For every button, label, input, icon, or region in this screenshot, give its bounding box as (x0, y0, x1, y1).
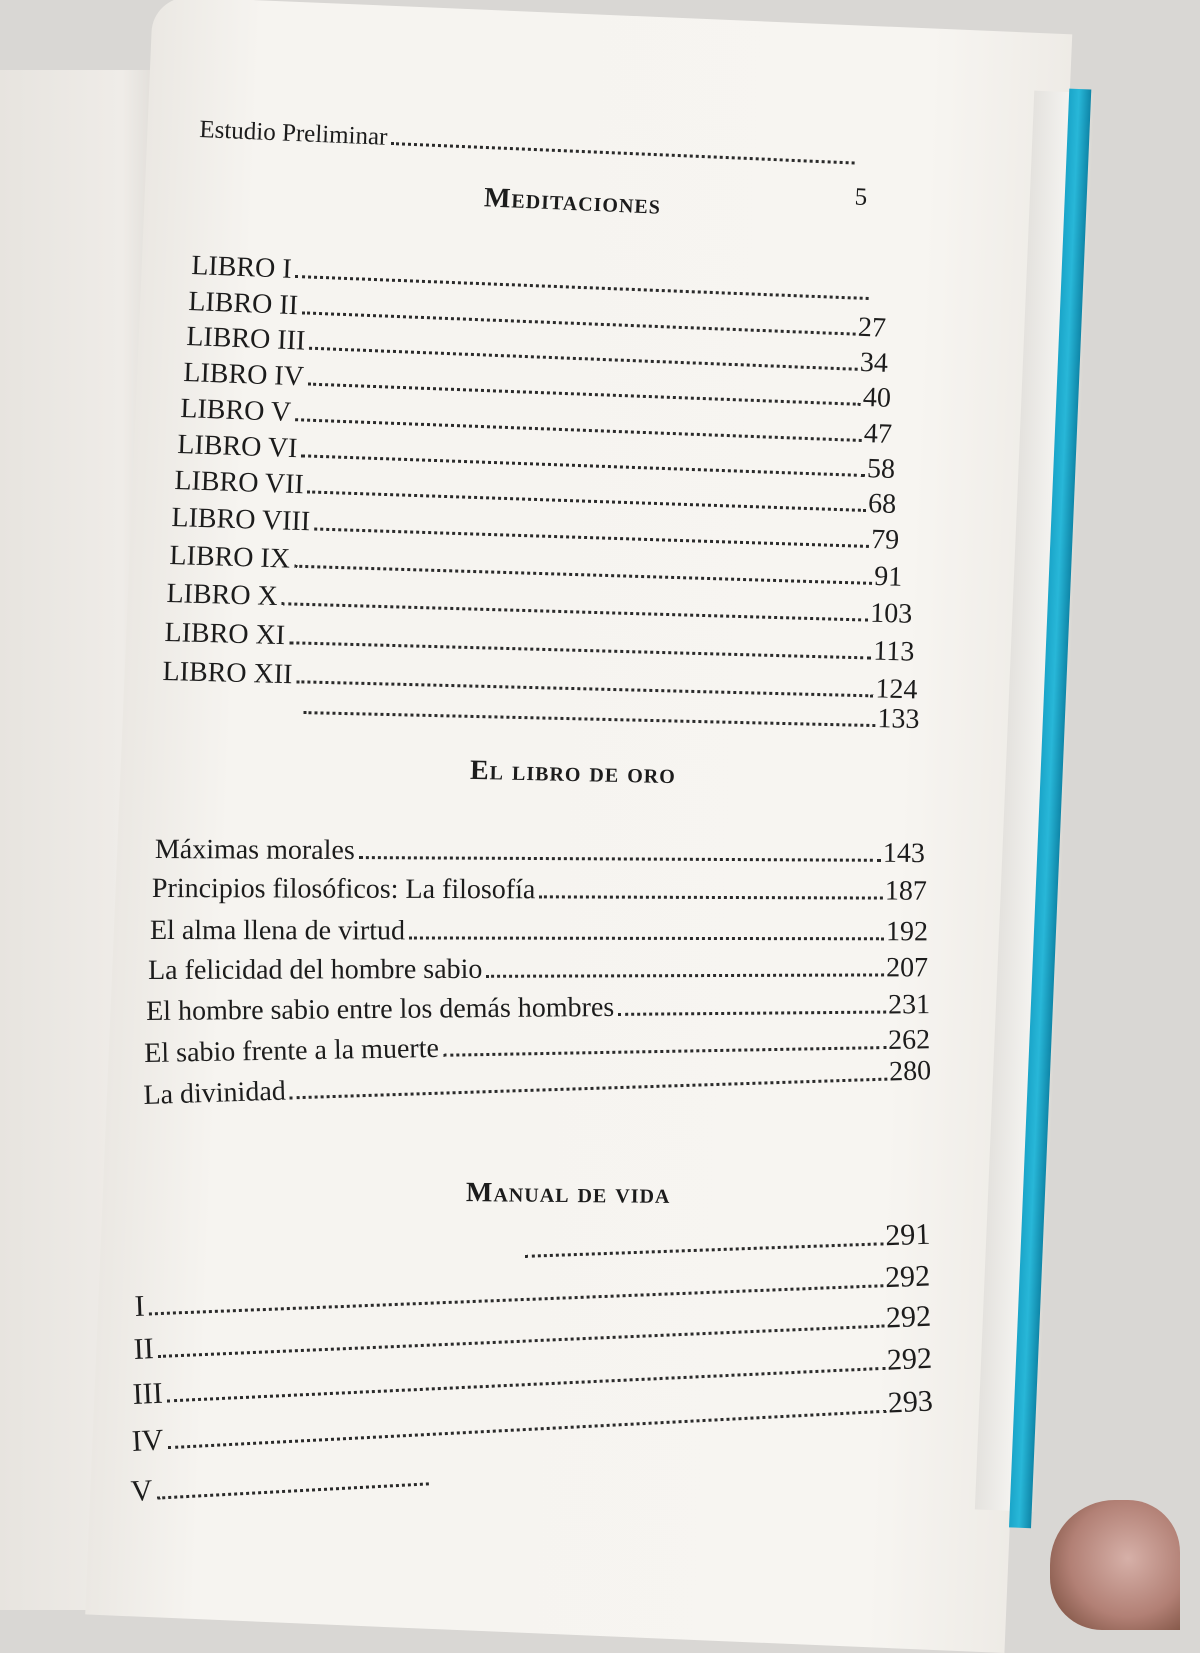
toc-label: LIBRO XI (164, 617, 286, 652)
toc-label: El sabio frente a la muerte (144, 1032, 440, 1069)
toc-page: 231 (887, 989, 931, 1021)
toc-label: II (133, 1332, 155, 1366)
toc-label: V (130, 1473, 154, 1508)
section-heading-manual-de-vida: Manual de vida (465, 1177, 671, 1210)
leader-dots (157, 1482, 429, 1499)
toc-page: 187 (884, 875, 927, 907)
toc-page: 47 (863, 418, 893, 451)
toc-page: 113 (872, 635, 915, 668)
leader-dots (294, 565, 872, 585)
leader-dots (618, 1011, 886, 1016)
toc-page: 291 (884, 1217, 931, 1253)
toc-page: 293 (887, 1384, 934, 1420)
toc-label: Principios filosóficos: La filosofía (151, 873, 536, 906)
toc-label: LIBRO IV (182, 357, 305, 393)
toc-page: 262 (887, 1024, 931, 1057)
leader-dots (290, 1078, 888, 1100)
toc-page: 292 (884, 1259, 931, 1295)
toc-label: IV (131, 1423, 165, 1458)
toc-label: La felicidad del hombre sabio (148, 953, 483, 986)
leader-dots (359, 856, 881, 862)
toc-label: LIBRO V (179, 393, 292, 429)
toc-label: LIBRO VII (173, 465, 305, 501)
toc-label: La divinidad (143, 1075, 287, 1111)
toc-entry (148, 952, 928, 987)
toc-page: 34 (859, 346, 889, 379)
toc-page: 292 (885, 1299, 932, 1335)
leader-dots (391, 142, 854, 164)
toc-page: 192 (885, 916, 928, 948)
leader-dots (314, 527, 869, 547)
toc-label: LIBRO VIII (171, 502, 311, 538)
leader-dots (409, 936, 884, 940)
section-heading-meditaciones: Meditaciones (483, 182, 662, 221)
toc-label: LIBRO III (185, 321, 306, 357)
toc-label: Máximas morales (154, 834, 355, 867)
toc-page: 103 (869, 597, 913, 630)
leader-dots (303, 711, 875, 727)
toc-page: 58 (866, 453, 896, 486)
toc-page: 79 (870, 523, 900, 556)
toc-page: 207 (885, 952, 929, 984)
toc-label: El hombre sabio entre los demás hombres (146, 991, 615, 1027)
toc-label: LIBRO II (187, 286, 299, 322)
leader-dots (168, 1410, 887, 1449)
toc-label: El alma llena de virtud (149, 915, 406, 947)
toc-page: 40 (862, 381, 892, 414)
toc-label: I (134, 1289, 146, 1323)
leader-dots (443, 1046, 886, 1057)
leader-dots (525, 1242, 884, 1258)
toc-page: 5 (854, 183, 868, 211)
leader-dots (282, 602, 869, 621)
toc-label: LIBRO IX (169, 540, 291, 575)
toc-entry (130, 1459, 431, 1509)
leader-dots (289, 641, 871, 659)
toc-label: Estudio Preliminar (198, 116, 389, 151)
toc-label: III (132, 1376, 164, 1411)
toc-label: LIBRO XII (162, 656, 293, 691)
toc-page: 124 (875, 673, 918, 706)
toc-entry (150, 915, 928, 948)
toc-label: LIBRO I (190, 250, 293, 285)
leader-dots (486, 973, 884, 977)
toc-entry (152, 873, 927, 908)
toc-entry (146, 989, 930, 1028)
toc-page: 91 (873, 560, 903, 593)
toc-page: 27 (857, 311, 887, 344)
toc-page: 280 (888, 1055, 932, 1088)
toc-entry (155, 834, 925, 870)
leader-dots (539, 895, 883, 899)
toc-label: LIBRO VI (176, 429, 298, 465)
toc-page: 143 (882, 837, 925, 870)
toc-page: 292 (886, 1341, 933, 1377)
toc-page: 133 (877, 703, 920, 736)
toc-label: LIBRO X (166, 578, 279, 613)
toc-entry (520, 1218, 931, 1266)
section-heading-libro-de-oro: El libro de oro (469, 754, 677, 791)
toc-page: 68 (867, 488, 897, 520)
